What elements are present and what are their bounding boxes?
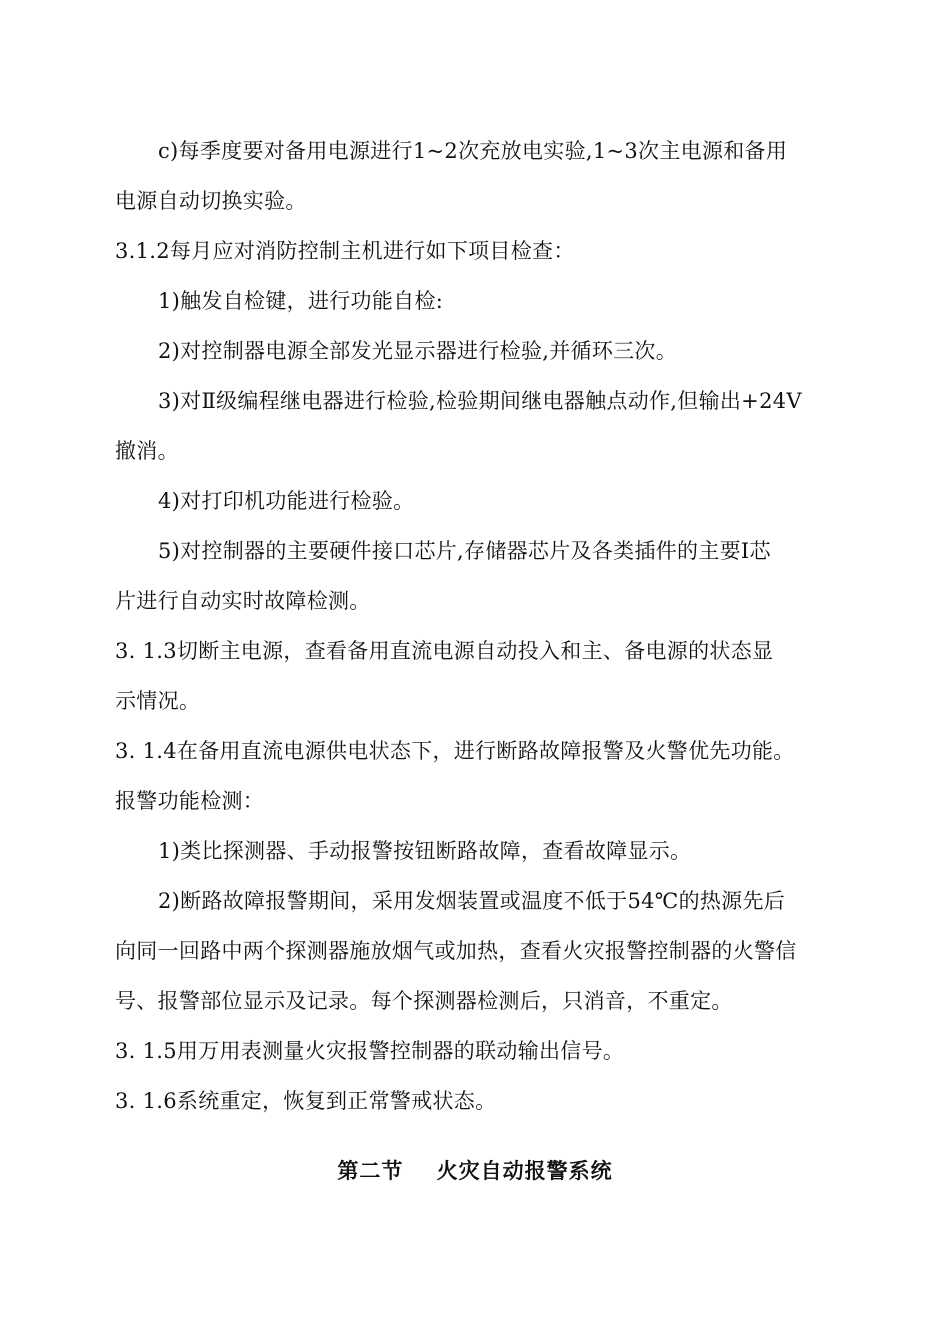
paragraph-line: 3.1.2每月应对消防控制主机进行如下项目检查：	[115, 239, 575, 263]
paragraph-line: 3. 1.5用万用表测量火灾报警控制器的联动输出信号。	[115, 1039, 625, 1063]
paragraph-line: 电源自动切换实验。	[115, 189, 307, 213]
paragraph-line: 撤消。	[115, 439, 179, 463]
paragraph-line: 向同一回路中两个探测器施放烟气或加热，查看火灾报警控制器的火警信	[115, 939, 797, 963]
paragraph-line: 2)断路故障报警期间，采用发烟装置或温度不低于54℃的热源先后	[158, 889, 786, 913]
paragraph-line: 3. 1.4在备用直流电源供电状态下，进行断路故障报警及火警优先功能。	[115, 739, 795, 763]
paragraph-line: 示情况。	[115, 689, 201, 713]
paragraph-line: 片进行自动实时故障检测。	[115, 589, 371, 613]
paragraph-line: 4)对打印机功能进行检验。	[158, 489, 415, 513]
section-heading: 第二节 火灾自动报警系统	[337, 1159, 613, 1183]
paragraph-line: 1)类比探测器、手动报警按钮断路故障，查看故障显示。	[158, 839, 692, 863]
paragraph-line: c)每季度要对备用电源进行1~2次充放电实验,1~3次主电源和备用	[158, 139, 788, 163]
paragraph-line: 5)对控制器的主要硬件接口芯片,存储器芯片及各类插件的主要I芯	[158, 539, 771, 563]
paragraph-line: 1)触发自检键，进行功能自检:	[158, 289, 444, 313]
paragraph-line: 号、报警部位显示及记录。每个探测器检测后，只消音，不重定。	[115, 989, 733, 1013]
paragraph-line: 3. 1.6系统重定，恢复到正常警戒状态。	[115, 1089, 497, 1113]
paragraph-line: 3)对Ⅱ级编程继电器进行检验,检验期间继电器触点动作,但输出+24V	[158, 389, 802, 413]
paragraph-line: 3. 1.3切断主电源，查看备用直流电源自动投入和主、备电源的状态显	[115, 639, 774, 663]
paragraph-line: 报警功能检测：	[115, 789, 265, 813]
paragraph-line: 2)对控制器电源全部发光显示器进行检验,并循环三次。	[158, 339, 678, 363]
